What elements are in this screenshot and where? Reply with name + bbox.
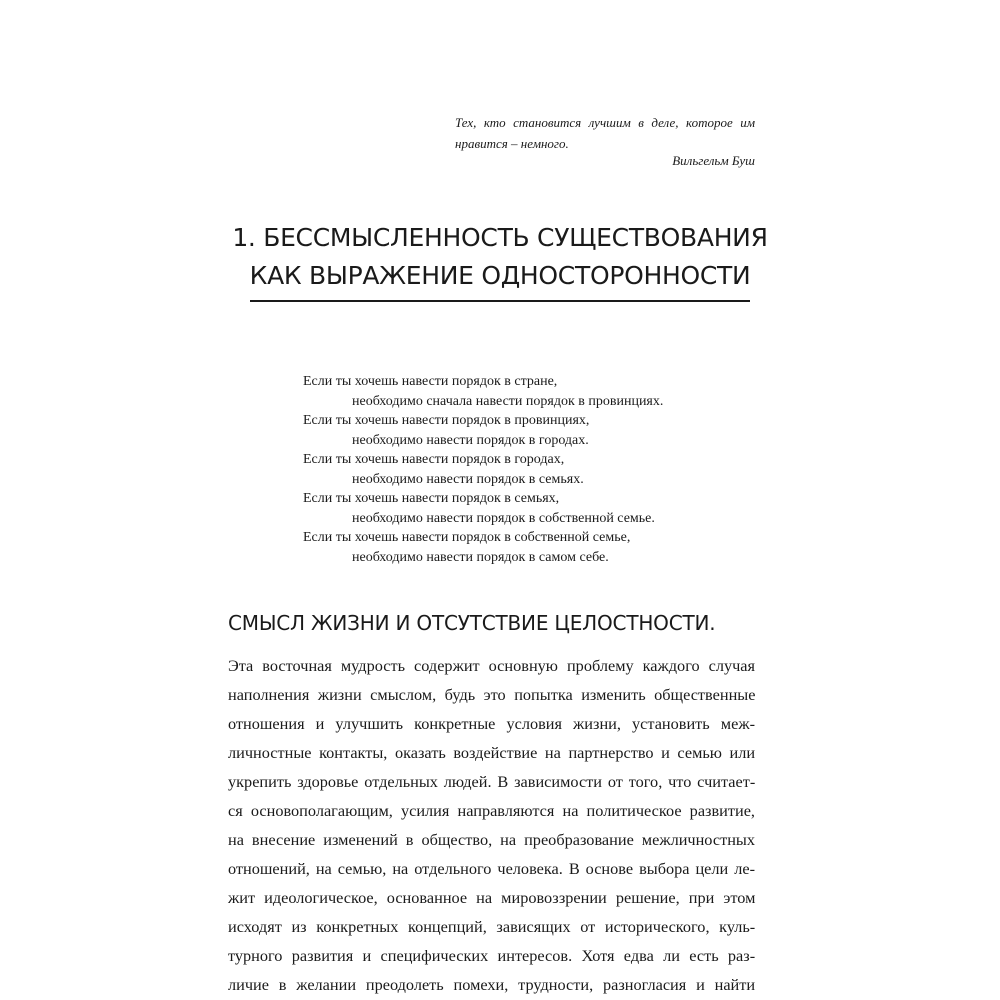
poem-line: необходимо навести порядок в городах. [352,432,589,448]
body-line: укрепить здоровье отдельных людей. В зависимости от того, что считает- [228,772,756,791]
body-line: отношения и улучшить конкретные условия жизни, установить меж- [228,714,755,733]
body-line: отношений, на семью, на отдельного человека. В основе выбора цели ле- [228,859,755,878]
poem-line: Если ты хочешь навести порядок в семьях, [303,491,560,506]
body-line: жит идеологическое, основанное на мировоззрении решение, при этом [228,888,756,907]
body-line: на внесение изменений в общество, на преобразование межличностных [228,830,755,849]
poem-line: Если ты хочешь навести порядок в стране, [303,374,558,389]
body-line: турного развития и специфических интересов. Хотя едва ли есть раз- [228,946,756,965]
chapter-title [200,220,800,302]
poem-line: необходимо навести порядок в собственной семье. [352,510,655,526]
body-paragraph [228,651,755,999]
poem-line: Если ты хочешь навести порядок в городах, [303,452,565,467]
body-line: Эта восточная мудрость содержит основную проблему каждого случая [228,656,755,675]
body-line: личностные контакты, оказать воздействие на партнерство и семью или [228,743,756,762]
chapter-title-line-1: 1. БЕССМЫСЛЕННОСТЬ СУЩЕСТВОВАНИЯ [232,223,768,252]
poem-line: Если ты хочешь навести порядок в провинциях, [303,413,590,428]
poem-line: необходимо навести порядок в самом себе. [352,549,609,565]
body-line: личие в желании преодолеть помехи, трудности, разногласия и найти [228,975,756,994]
poem-epigraph [303,372,743,567]
body-line: наполнения жизни смыслом, будь это попытка изменить общественные [228,685,756,704]
poem-line: необходимо навести порядок в семьях. [352,471,584,487]
body-line: исходят из конкретных концепций, зависящих от исторического, куль- [228,917,756,936]
chapter-title-line-2: КАК ВЫРАЖЕНИЕ ОДНОСТОРОННОСТИ [250,258,751,302]
body-line: ся основополагающим, усилия направляются на политическое развитие, [228,801,755,820]
poem-line: Если ты хочешь навести порядок в собственной семье, [303,530,631,545]
section-heading: СМЫСЛ ЖИЗНИ И ОТСУТСТВИЕ ЦЕЛОСТНОСТИ. [228,611,716,635]
poem-line: необходимо сначала навести порядок в провинциях. [352,393,664,409]
epigraph-quote: Тех, кто становится лучшим в деле, которое им нравится – немного. [455,115,755,151]
epigraph-author: Вильгельм Буш [672,153,755,168]
